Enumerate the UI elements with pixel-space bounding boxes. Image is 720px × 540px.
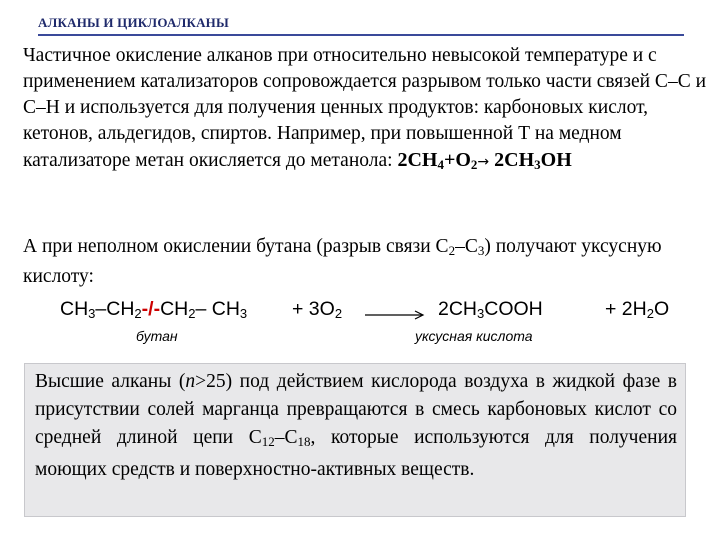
long-arrow-icon bbox=[365, 310, 425, 320]
p2-text: –С bbox=[455, 236, 478, 257]
eq-methane: 2CH bbox=[397, 149, 438, 171]
paragraph-higher-alkanes bbox=[35, 368, 677, 484]
eq-oh: OH bbox=[540, 149, 572, 171]
eq2-sub: 3 bbox=[239, 306, 248, 321]
eq2-reactant bbox=[60, 298, 247, 321]
p2-text: ) получают уксусную кислоту: bbox=[23, 236, 662, 287]
paragraph-text: Частичное окисление алканов при относительно невысокой температуре и с применением катализаторов сопровождается разрывом только части связей С–С и С–Н и используется для получения ценных продуктов: карбоновых кислот, кетонов, альдегидов, спиртов. Например, при повышенной Т на медном катализаторе метан окисляется до метанола: bbox=[23, 45, 707, 171]
eq2-water bbox=[605, 298, 669, 321]
p3-text: Высшие алканы ( bbox=[35, 371, 186, 392]
eq-methanol: 2CH bbox=[494, 149, 535, 171]
eq2-text: CH bbox=[160, 298, 189, 320]
p3-variable: n bbox=[185, 371, 196, 392]
arrow-icon: → bbox=[477, 154, 490, 170]
acetic-acid-equation bbox=[60, 298, 710, 348]
p2-sub: 2 bbox=[448, 243, 456, 258]
eq-sub: 2 bbox=[470, 157, 478, 172]
header-underline bbox=[38, 34, 684, 36]
eq2-sub: 2 bbox=[646, 306, 654, 321]
label-acetic-acid: уксусная кислота bbox=[415, 328, 533, 344]
eq2-oxygen bbox=[292, 298, 342, 321]
paragraph-butane bbox=[23, 234, 703, 290]
eq2-text: COOH bbox=[484, 298, 543, 320]
eq-sub: 4 bbox=[437, 157, 444, 172]
eq2-sub: 2 bbox=[188, 306, 196, 321]
label-butane: бутан bbox=[136, 328, 178, 344]
eq2-text: + 2H bbox=[605, 298, 647, 320]
eq2-text: – CH bbox=[195, 298, 240, 320]
higher-alkanes-box bbox=[24, 363, 686, 517]
p3-sub: 18 bbox=[297, 434, 311, 449]
p3-sub: 12 bbox=[261, 434, 275, 449]
p2-text: А при неполном окислении бутана (разрыв связи С bbox=[23, 236, 449, 257]
page-header: АЛКАНЫ И ЦИКЛОАЛКАНЫ bbox=[38, 15, 229, 30]
eq2-sub: 3 bbox=[88, 306, 96, 321]
paragraph-partial-oxidation bbox=[23, 43, 713, 178]
eq2-text: 2CH bbox=[438, 298, 478, 320]
methanol-equation bbox=[397, 149, 571, 171]
p3-text: >25) под действием кислорода воздуха в жидкой фазе в присутствии солей марганца превращаются в смесь карбоновых кислот со средней длиной цепи С bbox=[35, 371, 677, 448]
eq2-text: CH bbox=[60, 298, 89, 320]
eq-sub: 3 bbox=[534, 157, 541, 172]
p2-sub: 3 bbox=[477, 243, 485, 258]
eq-oxygen: +O bbox=[443, 149, 471, 171]
broken-bond-mark: -/- bbox=[141, 298, 161, 320]
p3-text: , которые используются для получения моющих средств и поверхностно-активных веществ. bbox=[35, 427, 677, 480]
eq2-sub: 2 bbox=[334, 306, 343, 321]
eq2-text: –CH bbox=[95, 298, 135, 320]
eq2-text: O bbox=[653, 298, 670, 320]
eq2-text: + 3O bbox=[292, 298, 335, 320]
p3-text: –С bbox=[274, 427, 298, 448]
eq2-sub: 3 bbox=[477, 306, 485, 321]
eq2-product bbox=[438, 298, 543, 321]
eq2-sub: 2 bbox=[134, 306, 142, 321]
